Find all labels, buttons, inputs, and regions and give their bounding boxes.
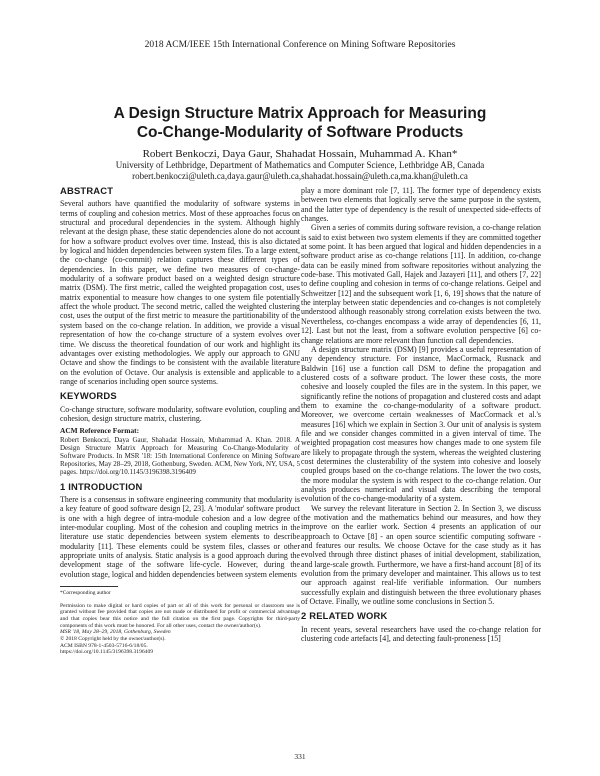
title-line-1: A Design Structure Matrix Approach for Measuring xyxy=(113,105,487,122)
keywords-heading: KEYWORDS xyxy=(60,390,117,402)
abstract-heading: ABSTRACT xyxy=(60,185,114,196)
permission-notice xyxy=(60,603,300,657)
keywords-text: Co-change structure, software modularity, software evolution, coupling and cohesion, design structure matrix, clustering. xyxy=(60,404,300,423)
copyright-line: © 2018 Copyright held by the owner/author(s). xyxy=(60,636,166,643)
related-work-paragraph: In recent years, several researchers have used the co-change relation for clustering code artefacts [4], and detecting fault-proneness [15] xyxy=(301,624,541,644)
introduction-paragraph: There is a consensus in software engineering community that modularity is a key feature of good software design [2, 23]. A 'modular' software product is one with a high degree of intra-module cohesion and a low degree of inter-modular coupling. Most of the cohesion and coupling metrics in the literature use static dependencies between system elements to describe modularity [11]. These elements could be system files, classes or other appropriate units of analysis. Static analysis is a good approach during the development stage of the software life-cycle. However, during the evolution stage, logical and hidden dependencies between system elements xyxy=(60,494,300,579)
right-paragraph-4: We survey the relevant literature in Section 2. In Section 3, we discuss the motivation and the mathematics behind our measures, and how they improve on the earlier work. Section 4 presents an application of our approach to Octave [8] - an open source scientific computing software - and features our results. We choose Octave for the case study as it has evolved through three distinct phases of initial development, stabilization, and large-scale growth. Furthermore, we have a first-hand account [8] of its evolution from the primary developer and maintainer. This allows us to test our approach against real-life verifiable information. Our numbers successfully explain and distinguish between the three evolutionary phases of Octave. Finally, we outline some conclusions in Section 5. xyxy=(301,503,541,607)
permission-text: Permission to make digital or hard copies of part or all of this work for personal or classroom use is granted without fee provided that copies are not made or distributed for profit or commercial advantage and that copies bear this notice and the full citation on the first page. Copyrights for third-party components of this work must be honored. For all other uses, contact the owner/author(s). xyxy=(60,602,300,629)
doi-line: https://doi.org/10.1145/3196398.3196409 xyxy=(60,649,154,656)
running-header: 2018 ACM/IEEE 15th International Conference on Mining Software Repositories xyxy=(144,40,456,50)
author-list: Robert Benkoczi, Daya Gaur, Shahadat Hossain, Muhammad A. Khan* xyxy=(142,148,458,160)
acm-reference-text: Robert Benkoczi, Daya Gaur, Shahadat Hossain, Muhammad A. Khan. 2018. A Design Structure Matrix Approach for Measuring Co-Change-Modularity of Software Products. In MSR '18: 15th International Conference on Mining Software Repositories, May 28–29, 2018, Gothenburg, Sweden. ACM, New York, NY, USA, 5 pages. https://doi.org/10.1145/3196398.3196409 xyxy=(60,435,300,477)
paper-title xyxy=(60,104,540,142)
introduction-heading: 1 INTRODUCTION xyxy=(60,480,143,492)
page-number: 331 xyxy=(294,752,306,761)
isbn-line: ACM ISBN 978-1-4503-5716-6/18/05. xyxy=(60,642,148,649)
related-work-heading: 2 RELATED WORK xyxy=(301,610,388,622)
left-column xyxy=(60,186,300,656)
abstract-text: Several authors have quantified the modularity of software systems in terms of coupling and cohesion metrics. Most of these approaches focus on structural and procedural dependencies in the system. Although highly relevant at the design phase, these static dependencies alone do not account for how a software product evolves over time. Instead, this is also dictated by logical and hidden dependencies between system files. To a large extent, the co-change (co-commit) relation captures these different types of dependencies. In this paper, we define two measures of co-change-modularity of a software product based on a weighted design structure matrix (DSM). The first metric, called the weighted propagation cost, uses matrix exponential to measure how changes to one system file potentially affect the whole product. The second metric, called the weighted clustering cost, uses the output of the first metric to measure the partitionability of the system based on the co-change relation. In addition, we provide a visual representation of how the co-change structure of a system evolves over time. We discuss the theoretical foundation of our work and highlight its advantages over existing methodologies. We apply our approach to GNU Octave and show the findings to be consistent with the available literature on the evolution of Octave. Our analysis is extensible and applicable to a range of scenarios including open source systems. xyxy=(60,199,300,386)
author-emails: robert.benkoczi@uleth.ca,daya.gaur@uleth.ca,shahadat.hossain@uleth.ca,ma.khan@uleth.ca xyxy=(132,170,468,181)
venue-line: MSR '18, May 28–29, 2018, Gothenburg, Sweden xyxy=(60,629,171,636)
acm-reference-heading: ACM Reference Format: xyxy=(60,426,140,436)
affiliation: University of Lethbridge, Department of Mathematics and Computer Science, Lethbridge AB, Canada xyxy=(115,160,485,170)
right-paragraph-3: A design structure matrix (DSM) [9] provides a useful representation of any dependency structure. For instance, MacCormack, Rusnack and Baldwin [16] use a function call DSM to define the propagation and clustered costs of a software product. The lower these costs, the more cohesive and loosely coupled the files are in the system. In this paper, we significantly refine the notions of propagation and clustered costs and adapt them to examine the co-change-modularity of a software product. Moreover, we overcome certain weaknesses of MacCormack et al.'s measures [16] which we explain in Section 3. Our unit of analysis is system file and we consider changes committed in a given interval of time. The weighted propagation cost measures how changes made to one system file are likely to propagate through the system, whereas the weighted clustering cost determines the clusterability of the system into cohesive and loosely coupled groups based on the co-change relations. The lower the two costs, the more modular the system is with respect to the co-change relation. Our analysis produces numerical and visual data describing the temporal evolution of the co-change-modularity of a system. xyxy=(301,344,541,504)
affiliation-block xyxy=(40,160,560,181)
title-line-2: Co-Change-Modularity of Software Products xyxy=(136,124,464,141)
right-paragraph-2: Given a series of commits during software revision, a co-change relation is said to exist between two system elements if they are committed together at some point. It has been argued that logical and hidden dependencies in a software product arise as co-change relations [11]. In addition, co-change data can be easily mined from software repositories without analyzing the code-base. This motivated Gall, Hajek and Jazayeri [11], and others [7, 22] to define coupling and cohesion in terms of co-change relations. Geipel and Schweitzer [12] and the subsequent work [1, 6, 19] shows that the nature of the interplay between static dependencies and co-changes is not completely understood although reasonably strong correlation exists between the two. Nevertheless, co-changes encompass a wide array of dependencies [6, 11, 12]. Last but not the least, from a software evolution perspective [6] co-change relations are more relevant than function call dependencies. xyxy=(301,223,541,345)
corresponding-author-footnote: *Corresponding author xyxy=(60,590,111,597)
right-paragraph-1: play a more dominant role [7, 11]. The former type of dependency exists between two elements that logically serve the same purpose in the system, and the latter type of dependency is the result of unexpected side-effects of changes. xyxy=(301,186,541,224)
right-column xyxy=(301,186,541,644)
footnote-rule xyxy=(60,586,118,587)
